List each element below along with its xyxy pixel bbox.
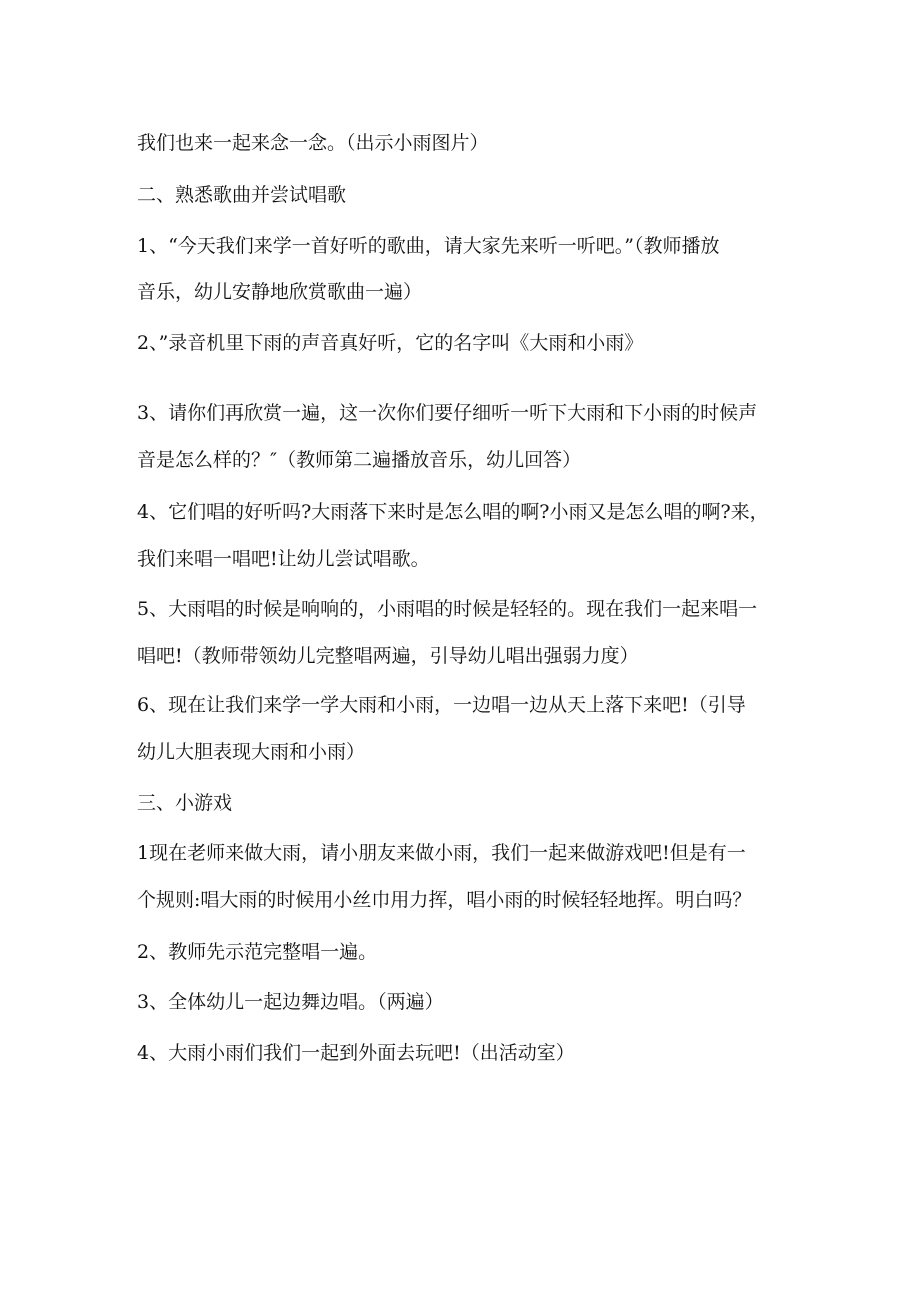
text-line: 幼儿大胆表现大雨和小雨） [137,741,366,763]
section-heading: 三、小游戏 [137,792,233,814]
text-line: 唱吧!（教师带领幼儿完整唱两遍，引导幼儿唱出强弱力度） [137,645,639,667]
text-line: 我们也来一起来念一念。（出示小雨图片） [137,132,489,154]
text-line: 音是怎么样的？″（教师第二遍播放音乐，幼儿回答） [137,449,582,471]
text-line: 个规则:唱大雨的时候用小丝巾用力挥，唱小雨的时候轻轻地挥。明白吗？ [137,889,752,911]
section-heading: 二、熟悉歌曲并尝试唱歌 [137,184,347,206]
text-line: 音乐，幼儿安静地欣赏歌曲一遍） [137,281,423,303]
text-line: 1、“今天我们来学一首好听的歌曲，请大家先来听一听吧。”（教师播放 [137,235,720,257]
text-line: 3、全体幼儿一起边舞边唱。（两遍） [137,991,444,1013]
text-line: 3、请你们再欣赏一遍，这一次你们要仔细听一听下大雨和下小雨的时候声 [137,402,758,424]
text-line: 6、现在让我们来学一学大雨和小雨，一边唱一边从天上落下来吧!（引导 [137,694,746,716]
text-line: 4、大雨小雨们我们一起到外面去玩吧!（出活动室） [137,1042,575,1064]
text-line: 5、大雨唱的时候是响响的，小雨唱的时候是轻轻的。现在我们一起来唱一 [137,598,758,620]
text-line: 2、教师先示范完整唱一遍。 [137,941,378,963]
text-line: 4、它们唱的好听吗?大雨落下来时是怎么唱的啊?小雨又是怎么唱的啊?来， [137,501,769,523]
text-line: 2、”录音机里下雨的声音真好听，它的名字叫《大雨和小雨》 [137,332,644,354]
text-line: 1现在老师来做大雨，请小朋友来做小雨，我们一起来做游戏吧!但是有一 [137,842,746,864]
text-line: 我们来唱一唱吧!让幼儿尝试唱歌。 [137,548,430,570]
